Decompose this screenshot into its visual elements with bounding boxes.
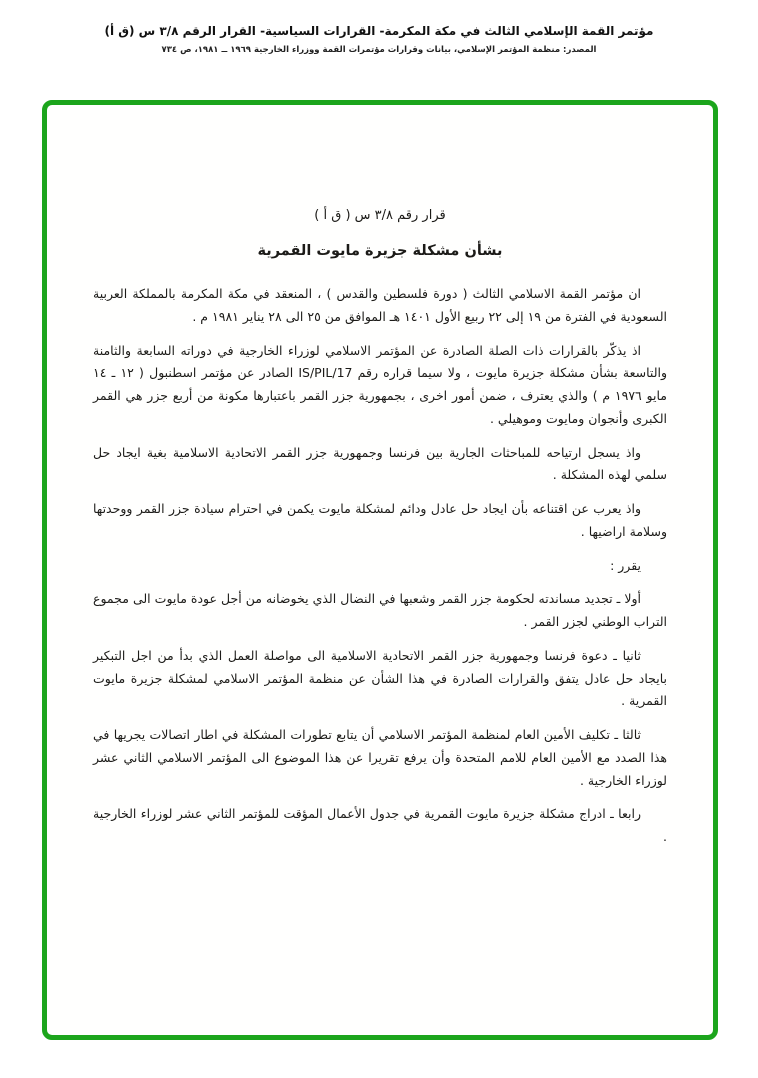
document-header: [0, 0, 758, 55]
decision-item-3: ثالثا ـ تكليف الأمين العام لمنظمة المؤتمر الاسلامي أن يتابع تطورات المشكلة في اطار اتصالات يجريها في هذا الصدد مع الأمين العام للامم المتحدة وأن يرفع تقريرا عن هذا الموضوع الى المؤتمر الاسلامي الثاني عشر لوزراء الخارجية .: [93, 727, 667, 788]
resolution-body: [47, 105, 713, 849]
header-citation-title: مؤتمر القمة الإسلامي الثالث في مكة المكرمة- القرارات السياسية- القرار الرقم ٣/٨ س (ق أ): [104, 24, 654, 38]
decision-heading: يقرر :: [610, 557, 641, 573]
resolution-subject-title: بشأن مشكلة جزيرة مايوت القمرية: [257, 243, 503, 259]
preamble-paragraph-4: واذ يعرب عن اقتناعه بأن ايجاد حل عادل ودائم لمشكلة مايوت يكمن في احترام سيادة جزر القمر ووحدتها وسلامة اراضيها .: [93, 501, 667, 539]
resolution-number-title: قرار رقم ٣/٨ س ( ق أ ): [314, 208, 446, 223]
header-source-line: المصدر: منظمة المؤتمر الإسلامي، بيانات وقرارات مؤتمرات القمة ووزراء الخارجية ١٩٦٩ ــ ١٩٨١، ص ٧٣٤: [161, 45, 597, 55]
decision-item-4: رابعا ـ ادراج مشكلة جزيرة مايوت القمرية في جدول الأعمال المؤقت للمؤتمر الثاني عشر لوزراء الخارجية .: [93, 806, 667, 844]
preamble-paragraph-2: اذ يذكّر بالقرارات ذات الصلة الصادرة عن المؤتمر الاسلامي لوزراء الخارجية في دوراته السابعة والثامنة والتاسعة بشأن مشكلة جزيرة مايوت ، ولا سيما قراره رقم IS/PIL/17 الصادر عن مؤتمر اسطنبول ( ١٢ ـ ١٤ مايو ١٩٧٦ م ) والذي يعترف ، ضمن أمور اخرى ، بجمهورية جزر القمر باعتبارها مكونة من أربع جزر هي القمر الكبرى وأنجوان ومايوت وموهيلي .: [93, 342, 668, 426]
decision-item-1: أولا ـ تجديد مساندته لحكومة جزر القمر وشعبها في النضال الذي يخوضانه من أجل عودة مايوت الى مجموع التراب الوطني لجزر القمر .: [93, 591, 667, 629]
preamble-paragraph-3: واذ يسجل ارتياحه للمباحثات الجارية بين فرنسا وجمهورية جزر القمر الاتحادية الاسلامية بغية ايجاد حل سلمي لهذه المشكلة .: [93, 444, 667, 483]
scanned-page-frame: [42, 100, 718, 1040]
preamble-paragraph-1: ان مؤتمر القمة الاسلامي الثالث ( دورة فلسطين والقدس ) ، المنعقد في مكة المكرمة بالمملكة العربية السعودية في الفترة من ١٩ إلى ٢٢ ربيع الأول ١٤٠١ هـ الموافق من ٢٥ الى ٢٨ يناير ١٩٨١ م .: [93, 286, 667, 324]
decision-item-2: ثانيا ـ دعوة فرنسا وجمهورية جزر القمر الاتحادية الاسلامية الى مواصلة العمل الذي بدأ من اجل التبكير بايجاد حل عادل يتفق والقرارات الصادرة في هذا الشأن عن منظمة المؤتمر الاسلامي لمشكلة جزيرة مايوت القمرية .: [93, 647, 667, 709]
